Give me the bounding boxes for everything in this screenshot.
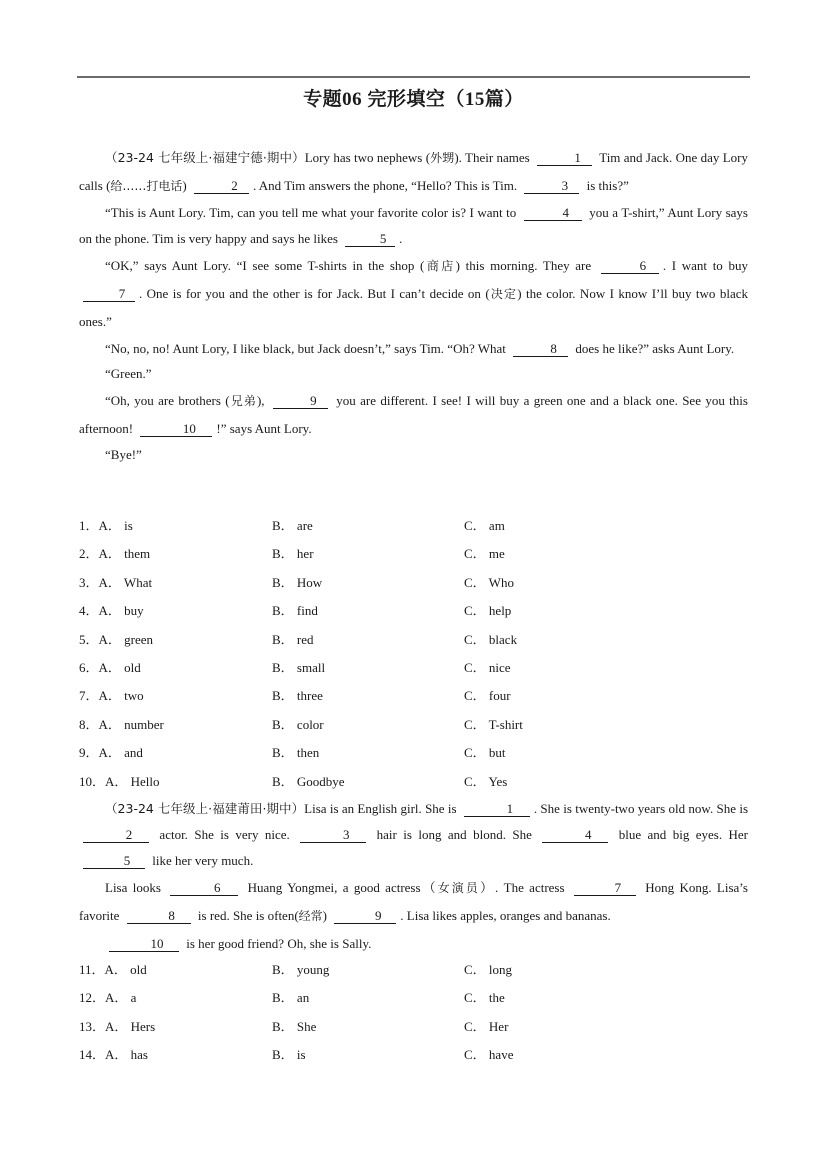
text: ),: [256, 393, 269, 408]
text: “Bye!”: [105, 447, 142, 462]
question-number-and-option-a: [79, 626, 153, 654]
option-b[interactable]: B． young: [272, 962, 330, 977]
question-row: [79, 984, 748, 1012]
paragraph: [79, 252, 748, 336]
text: does he like?” asks Aunt Lory.: [572, 341, 735, 356]
answer-blank[interactable]: 7: [83, 287, 135, 302]
text: Lisa is an English girl. She is: [304, 801, 460, 816]
option-b[interactable]: B． are: [272, 518, 313, 533]
answer-blank[interactable]: 1: [464, 802, 530, 817]
paragraph: [79, 144, 748, 200]
text: ) this morning. They are: [455, 258, 597, 273]
option-a[interactable]: A． two: [98, 688, 144, 704]
question-number: 9．: [79, 745, 99, 761]
option-a[interactable]: A． number: [98, 716, 164, 732]
chinese-gloss: 兄弟: [229, 394, 257, 408]
text: “Green.”: [105, 366, 152, 381]
option-b[interactable]: B． color: [272, 716, 324, 732]
passage-1-questions: [79, 512, 748, 796]
answer-blank[interactable]: 2: [194, 179, 249, 194]
text: Tim and Jack. One day Lory calls (: [79, 150, 748, 193]
answer-blank[interactable]: 3: [300, 828, 366, 843]
paragraph: [79, 387, 748, 442]
answer-blank[interactable]: 6: [601, 259, 659, 274]
text: . One is for you and the other is for Jack. But I can’t decide on (: [139, 286, 490, 301]
option-a[interactable]: A． old: [98, 659, 141, 675]
text: ): [182, 178, 191, 193]
option-b[interactable]: B． then: [272, 745, 320, 761]
question-number: 11．: [79, 962, 105, 977]
answer-blank[interactable]: 8: [127, 909, 191, 924]
source-label: （23-24 七年级上·福建莆田·期中）: [105, 801, 305, 816]
question-row: [79, 956, 748, 984]
question-number-and-option-a: [79, 956, 147, 984]
text: blue and big eyes. Her: [612, 827, 748, 842]
question-number: 6．: [79, 659, 99, 675]
answer-blank[interactable]: 9: [273, 394, 328, 409]
answer-blank[interactable]: 10: [140, 422, 212, 437]
question-number: 13．: [79, 1018, 106, 1034]
question-number: 14．: [79, 1047, 106, 1063]
option-c[interactable]: C． have: [464, 1047, 514, 1063]
option-b[interactable]: B． small: [272, 659, 326, 675]
text: ）. The actress: [479, 880, 570, 895]
question-number-and-option-a: [79, 1013, 155, 1041]
option-a[interactable]: A． Hers: [105, 1018, 156, 1034]
option-a[interactable]: A． has: [105, 1047, 148, 1063]
question-row: [79, 597, 748, 625]
question-row: [79, 768, 748, 796]
answer-blank[interactable]: 10: [109, 937, 179, 952]
option-b[interactable]: B． three: [272, 688, 323, 704]
passage-1: [79, 144, 748, 467]
answer-blank[interactable]: 3: [524, 179, 579, 194]
option-c[interactable]: C． Her: [464, 1018, 509, 1034]
text: is her good friend? Oh, she is Sally.: [183, 936, 372, 951]
question-number-and-option-a: [79, 711, 164, 739]
option-c[interactable]: C． am: [464, 518, 505, 533]
text: is this?”: [583, 178, 629, 193]
chinese-gloss: 给……打电话: [110, 179, 183, 193]
question-number-and-option-a: [79, 1041, 148, 1069]
answer-blank[interactable]: 5: [83, 854, 145, 869]
question-row: [79, 682, 748, 710]
paragraph: [79, 874, 748, 930]
text: Lory has two nephews (: [304, 150, 431, 165]
text: !” says Aunt Lory.: [216, 421, 312, 436]
chinese-gloss: 外甥: [430, 151, 455, 165]
option-a[interactable]: A． is: [98, 518, 133, 533]
answer-blank[interactable]: 4: [542, 828, 608, 843]
option-c[interactable]: C． long: [464, 962, 513, 977]
question-number: 2．: [79, 546, 99, 562]
question-number-and-option-a: [79, 512, 133, 540]
question-number: 4．: [79, 603, 99, 619]
option-a[interactable]: A． old: [104, 962, 147, 977]
text: actor. She is very nice.: [153, 827, 297, 842]
chinese-gloss: 经常: [298, 909, 323, 923]
option-a[interactable]: A． buy: [98, 603, 144, 619]
option-a[interactable]: A． a: [105, 990, 137, 1006]
option-c[interactable]: C． the: [464, 990, 505, 1006]
question-row: [79, 569, 748, 597]
text: is red. She is often(: [194, 908, 299, 923]
chinese-gloss: 决定: [489, 287, 518, 301]
answer-blank[interactable]: 2: [83, 828, 149, 843]
option-b[interactable]: B． How: [272, 574, 323, 590]
option-a[interactable]: A． and: [98, 745, 143, 761]
question-row: [79, 1013, 748, 1041]
answer-blank[interactable]: 8: [513, 342, 568, 357]
option-c[interactable]: C． but: [464, 745, 506, 761]
text: “No, no, no! Aunt Lory, I like black, but Jack doesn’t,” says Tim. “Oh? What: [105, 341, 510, 356]
option-c[interactable]: C． Who: [464, 574, 514, 590]
text: . And Tim answers the phone, “Hello? This is Tim.: [253, 178, 521, 193]
chinese-gloss: 商店: [424, 259, 456, 273]
passage-2-questions: [79, 956, 748, 1070]
paragraph: [79, 796, 748, 874]
paragraph: [79, 361, 748, 387]
text: Hong Kong. Lisa’s favorite: [79, 880, 748, 923]
paragraph: [79, 200, 748, 252]
option-c[interactable]: C． four: [464, 688, 511, 704]
text: ). Their names: [454, 150, 534, 165]
option-a[interactable]: A． Hello: [105, 773, 160, 789]
question-number-and-option-a: [79, 768, 160, 796]
paragraph: [79, 442, 748, 467]
header-rule: [77, 76, 750, 78]
text: . I want to buy: [662, 258, 748, 273]
option-b[interactable]: B． red: [272, 631, 314, 647]
question-row: [79, 626, 748, 654]
option-a[interactable]: A． What: [98, 574, 153, 590]
option-c[interactable]: C． help: [464, 603, 512, 619]
chinese-gloss: 女演员: [437, 881, 480, 895]
option-b[interactable]: B． an: [272, 990, 310, 1006]
question-number-and-option-a: [79, 682, 144, 710]
option-c[interactable]: C． me: [464, 546, 505, 562]
passage-2: [79, 796, 748, 957]
option-c[interactable]: C． Yes: [464, 773, 508, 789]
option-a[interactable]: A． green: [98, 631, 154, 647]
option-a[interactable]: A． them: [98, 546, 151, 562]
text: .: [399, 231, 403, 246]
text: Lisa looks: [105, 880, 167, 895]
option-c[interactable]: C． black: [464, 631, 518, 647]
page-title: 专题06 完形填空（15篇）: [303, 89, 524, 110]
answer-blank[interactable]: 5: [345, 232, 395, 247]
text: “This is Aunt Lory. Tim, can you tell me what your favorite color is? I want to: [105, 205, 520, 220]
text: . She is twenty-two years old now. She is: [533, 801, 748, 816]
paragraph: [79, 930, 748, 957]
text: like her very much.: [149, 853, 254, 868]
question-number-and-option-a: [79, 654, 141, 682]
text: “OK,” says Aunt Lory. “I see some T-shirts in the shop (: [105, 258, 425, 273]
question-row: [79, 1041, 748, 1069]
answer-blank[interactable]: 7: [574, 881, 636, 896]
question-number-and-option-a: [79, 540, 150, 568]
question-row: [79, 739, 748, 767]
question-number: 10．: [79, 773, 106, 789]
text: ) the color. Now I know I’ll buy two black ones.”: [79, 286, 748, 329]
question-number: 3．: [79, 574, 99, 590]
text: “Oh, you are brothers (: [105, 393, 230, 408]
text: . Lisa likes apples, oranges and bananas.: [400, 908, 611, 923]
question-number-and-option-a: [79, 984, 136, 1012]
option-c[interactable]: C． nice: [464, 659, 511, 675]
question-number: 7．: [79, 688, 99, 704]
question-number: 5．: [79, 631, 99, 647]
option-b[interactable]: B． is: [272, 1047, 306, 1063]
option-b[interactable]: B． her: [272, 546, 314, 562]
answer-blank[interactable]: 1: [537, 151, 592, 166]
source-label: （23-24 七年级上·福建宁德·期中）: [105, 150, 305, 165]
question-number-and-option-a: [79, 569, 152, 597]
option-b[interactable]: B． Goodbye: [272, 773, 345, 789]
question-row: [79, 540, 748, 568]
text: you a T-shirt,” Aunt Lory says on the phone. Tim is very happy and says he likes: [79, 205, 748, 246]
question-number-and-option-a: [79, 597, 144, 625]
text: ): [322, 908, 331, 923]
text: you are different. I see! I will buy a green one and a black one. See you this afternoon!: [79, 393, 748, 436]
answer-blank[interactable]: 9: [334, 909, 396, 924]
question-row: [79, 654, 748, 682]
question-row: [79, 711, 748, 739]
question-number: 8．: [79, 716, 99, 732]
option-b[interactable]: B． She: [272, 1018, 317, 1034]
text: Huang Yongmei, a good actress（: [242, 880, 438, 895]
answer-blank[interactable]: 4: [524, 206, 582, 221]
answer-blank[interactable]: 6: [170, 881, 238, 896]
question-number: 1．: [79, 518, 99, 533]
question-number-and-option-a: [79, 739, 143, 767]
text: hair is long and blond. She: [370, 827, 539, 842]
question-number: 12．: [79, 990, 106, 1006]
paragraph: [79, 336, 748, 361]
option-b[interactable]: B． find: [272, 603, 318, 619]
question-row: [79, 512, 748, 540]
option-c[interactable]: C． T-shirt: [464, 716, 523, 732]
